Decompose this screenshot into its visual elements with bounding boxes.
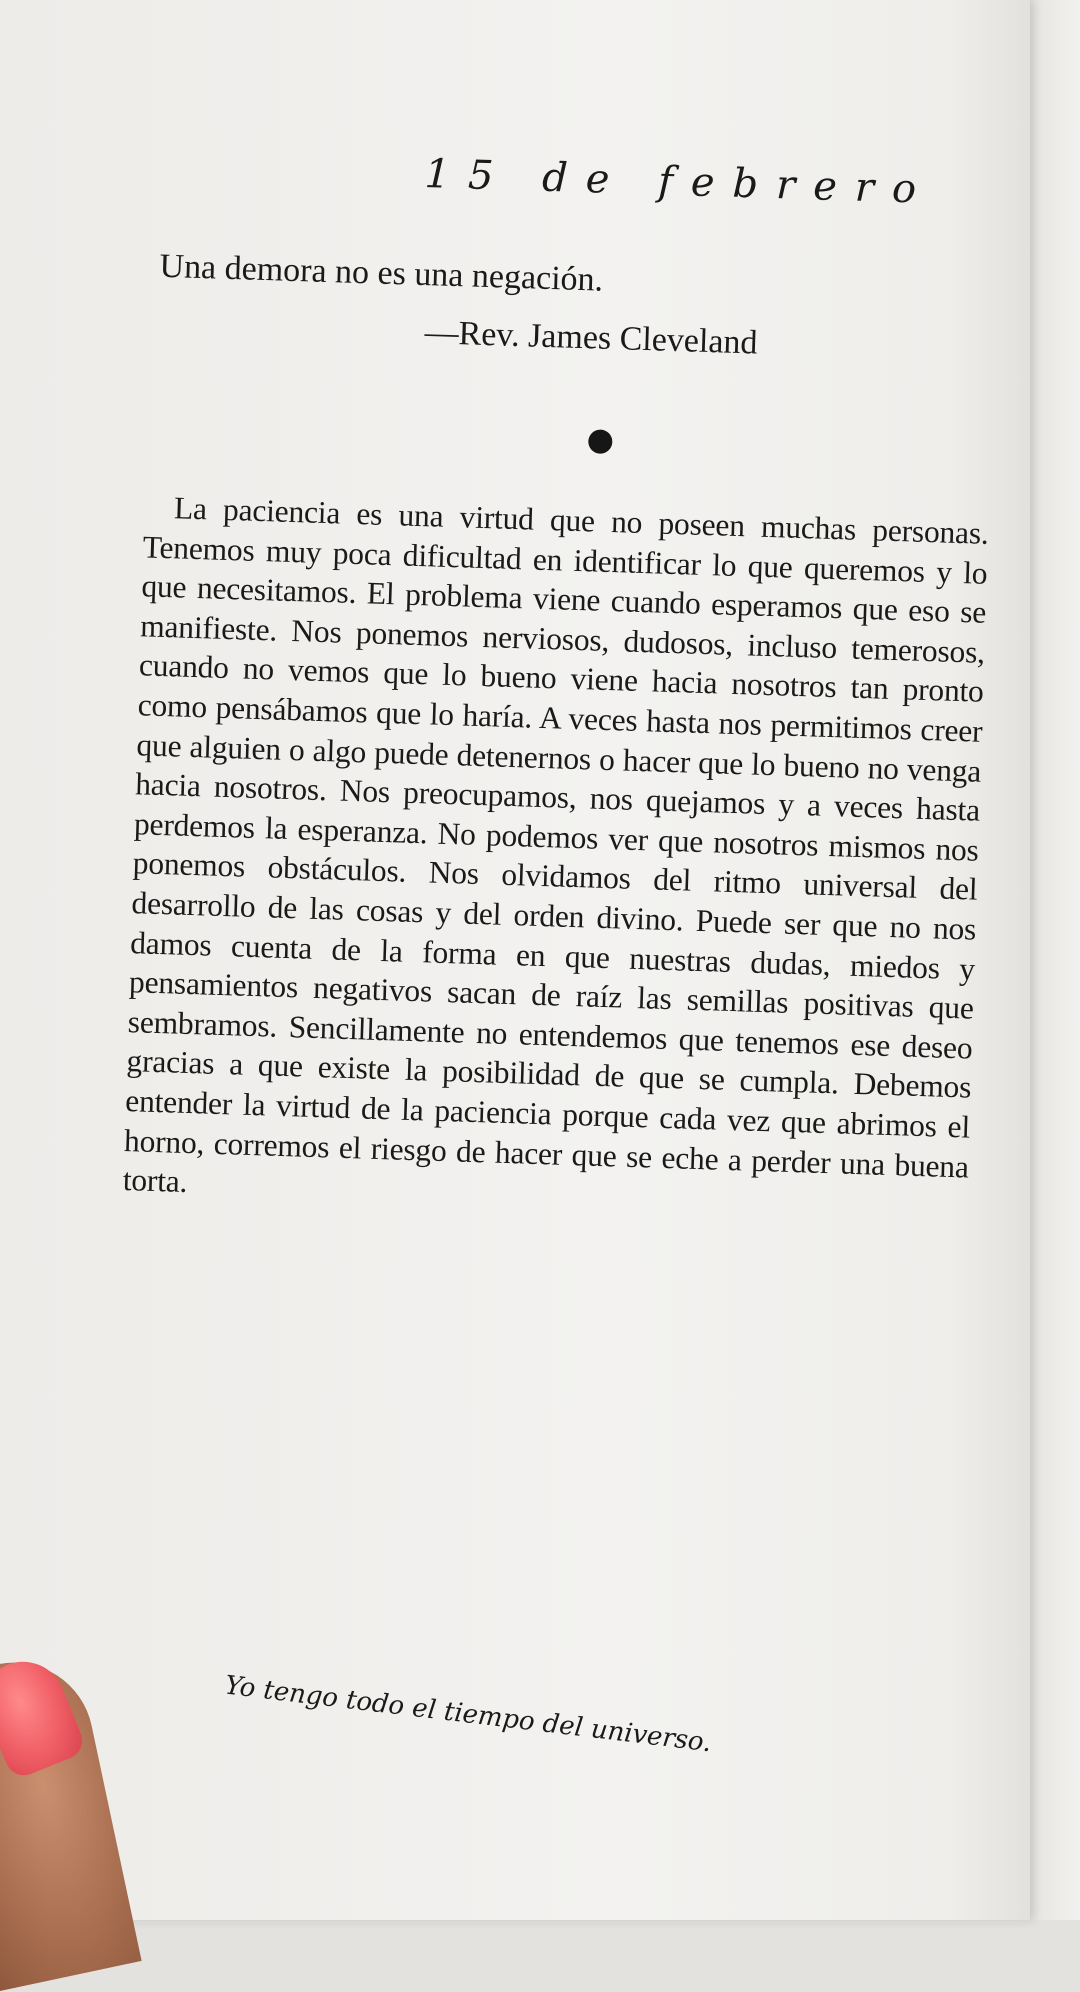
closing-affirmation: Yo tengo todo el tiempo del universo. [223, 1670, 714, 1759]
meditation-body-text: La paciencia es una virtud que no poseen muchas personas. Tenemos muy poca dificultad en identificar lo que queremos y lo que necesitamos. El problema viene cuando esperamos que eso se manifieste. Nos ponemos nerviosos, dudosos, incluso temerosos, cuando no vemos que lo bueno viene hacia nosotros tan pronto como pensábamos que lo haría. A veces hasta nos permitimos creer que alguien o algo puede detenernos o hacer que lo bueno no venga hacia nosotros. Nos preocupamos, nos quejamos y a veces hasta perdemos la esperanza. No podemos ver que nosotros mismos nos ponemos obstáculos. Nos olvidamos del ritmo universal del desarrollo de las cosas y del orden divino. Puede ser que no nos damos cuenta de la forma en que nuestras dudas, miedos y pensamientos negativos sacan de raíz las semillas positivas que sembramos. Sencillamente no entendemos que tenemos ese deseo gracias a que existe la posibilidad de que se cumpla. Debemos entender la virtud de la paciencia porque cada vez que abrimos el horno, corremos el riesgo de hacer que se eche a perder una buena torta. [122, 490, 990, 1200]
epigraph-quote: Una demora no es una negación. [159, 247, 604, 299]
date-heading: 15 de febrero [423, 150, 935, 213]
bullet-divider-icon [588, 429, 613, 454]
epigraph-author: —Rev. James Cleveland [424, 314, 759, 362]
